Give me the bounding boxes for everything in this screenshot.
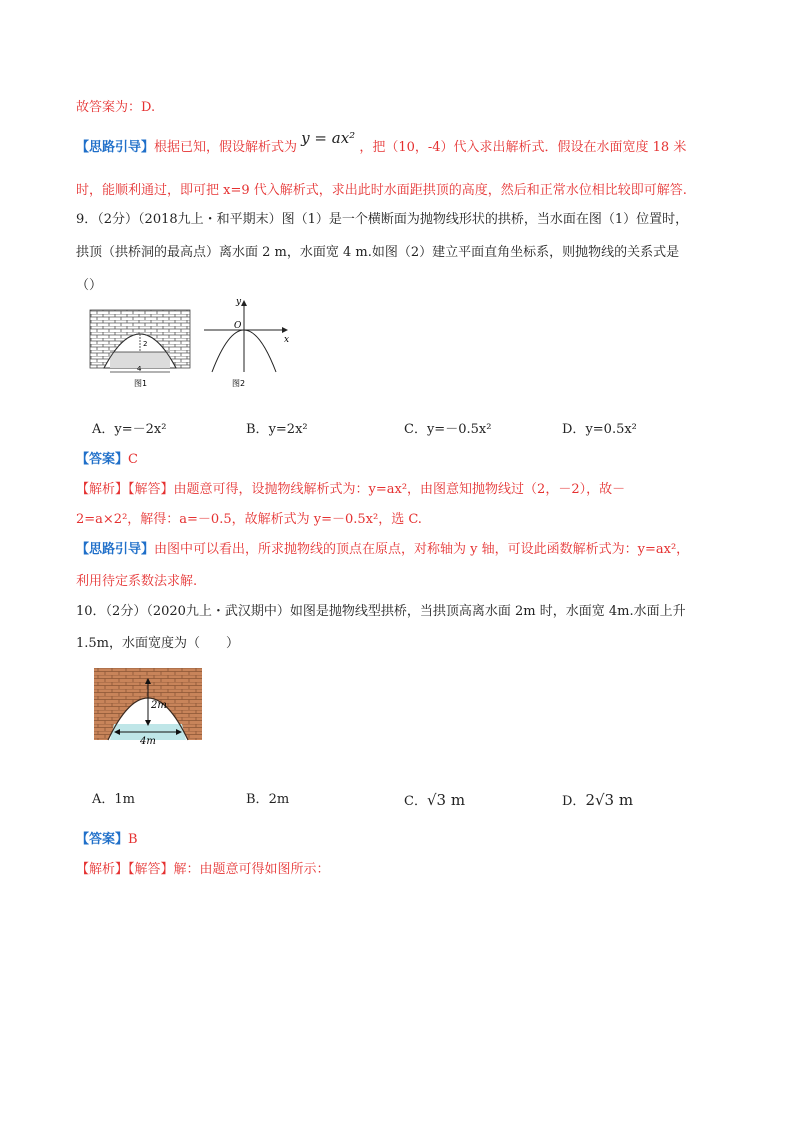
- axis-y-label: y: [236, 297, 242, 307]
- q9-option-a[interactable]: [92, 420, 166, 440]
- option-text: y=－0.5x²: [426, 422, 492, 437]
- option-label: B．: [246, 422, 269, 437]
- option-text: 1m: [114, 792, 135, 807]
- answer-value: C: [128, 452, 138, 467]
- fig2-caption: 图2: [232, 379, 246, 388]
- prev-hint-line2: 时，能顺利通过，即可把 x=9 代入解析式，求出此时水面距拱顶的高度，然后和正常水位相比较即可解答.: [76, 183, 687, 198]
- analysis-text: 由题意可得，设抛物线解析式为：y=ax²，由图意知抛物线过（2，－2），故－: [173, 482, 626, 497]
- answer-value: B: [128, 832, 138, 847]
- origin-label: O: [234, 321, 242, 331]
- option-text: y=2x²: [268, 422, 308, 437]
- q9-option-d[interactable]: [562, 420, 637, 440]
- q10-option-a[interactable]: [92, 790, 135, 810]
- prev-answer: 故答案为：D.: [76, 100, 156, 115]
- q10-analysis: [76, 860, 330, 880]
- option-text: y=0.5x²: [585, 422, 637, 437]
- analysis-tag: 【解析】【解答】: [76, 862, 174, 877]
- option-label: D．: [562, 794, 586, 809]
- option-text: 2m: [268, 792, 290, 807]
- q9-analysis-line1: [76, 480, 625, 500]
- q10-option-d[interactable]: [562, 790, 633, 812]
- q9-analysis-line2: 2=a×2²，解得：a=－0.5，故解析式为 y=－0.5x²，选 C.: [76, 512, 422, 527]
- hint-text-b: ，把（10，-4）代入求出解析式．假设在水面宽度 18 米: [359, 140, 687, 155]
- axis-x-label: x: [284, 335, 290, 345]
- hint-tag: 【思路引导】: [76, 140, 155, 155]
- answer-tag: 【答案】: [76, 832, 129, 847]
- hint-text: 由图中可以看出，所求抛物线的顶点在原点，对称轴为 y 轴，可设此函数解析式为：y=ax²，: [154, 542, 690, 557]
- q9-figure-2: [200, 296, 292, 390]
- q10-stem-line2: 1.5m，水面宽度为（ ）: [76, 636, 240, 651]
- option-label: D．: [562, 422, 586, 437]
- q10-option-c[interactable]: [404, 790, 465, 812]
- q10-option-b[interactable]: [246, 790, 289, 810]
- q9-figure-1: [88, 308, 194, 390]
- hint-text-a: 根据已知，假设解析式为: [154, 140, 298, 155]
- q9-hint-line1: [76, 540, 689, 560]
- option-label: C．: [404, 422, 427, 437]
- fig1-dim-w: 4: [137, 365, 142, 373]
- option-text: 2√3 m: [585, 791, 634, 809]
- q9-stem-line2: 拱顶（拱桥洞的最高点）离水面 2 m，水面宽 4 m.如图（2）建立平面直角坐标系，则抛物线的关系式是: [76, 245, 680, 260]
- hint-formula: y = ax²: [301, 129, 356, 147]
- fig1-dim-h: 2: [143, 340, 148, 348]
- option-label: A．: [92, 792, 115, 807]
- prev-hint-line1: [76, 129, 687, 158]
- q10-stem-line1: 10．（2分）（2020九上・武汉期中）如图是抛物线型拱桥，当拱顶高离水面 2m 时，水面宽 4m.水面上升: [76, 604, 686, 619]
- fig1-caption: 图1: [134, 379, 148, 388]
- q9-stem-line3: （）: [76, 278, 103, 293]
- q9-option-b[interactable]: [246, 420, 308, 440]
- q9-answer: [76, 450, 138, 470]
- fig-dim-w: 4m: [140, 736, 156, 746]
- hint-tag: 【思路引导】: [76, 542, 155, 557]
- option-text: y=－2x²: [114, 422, 167, 437]
- q10-figure: [94, 668, 202, 746]
- q10-answer: [76, 830, 138, 850]
- fig-dim-h: 2m: [151, 700, 167, 711]
- analysis-text: 解：由题意可得如图所示：: [173, 862, 330, 877]
- option-text: √3 m: [426, 791, 466, 809]
- option-label: C．: [404, 794, 427, 809]
- option-label: B．: [246, 792, 269, 807]
- analysis-tag: 【解析】【解答】: [76, 482, 174, 497]
- option-label: A．: [92, 422, 115, 437]
- answer-tag: 【答案】: [76, 452, 129, 467]
- q9-stem-line1: 9．（2分）（2018九上・和平期末）图（1）是一个横断面为抛物线形状的拱桥，当水面在图（1）位置时，: [76, 212, 689, 227]
- q9-hint-line2: 利用待定系数法求解.: [76, 574, 198, 589]
- q9-option-c[interactable]: [404, 420, 491, 440]
